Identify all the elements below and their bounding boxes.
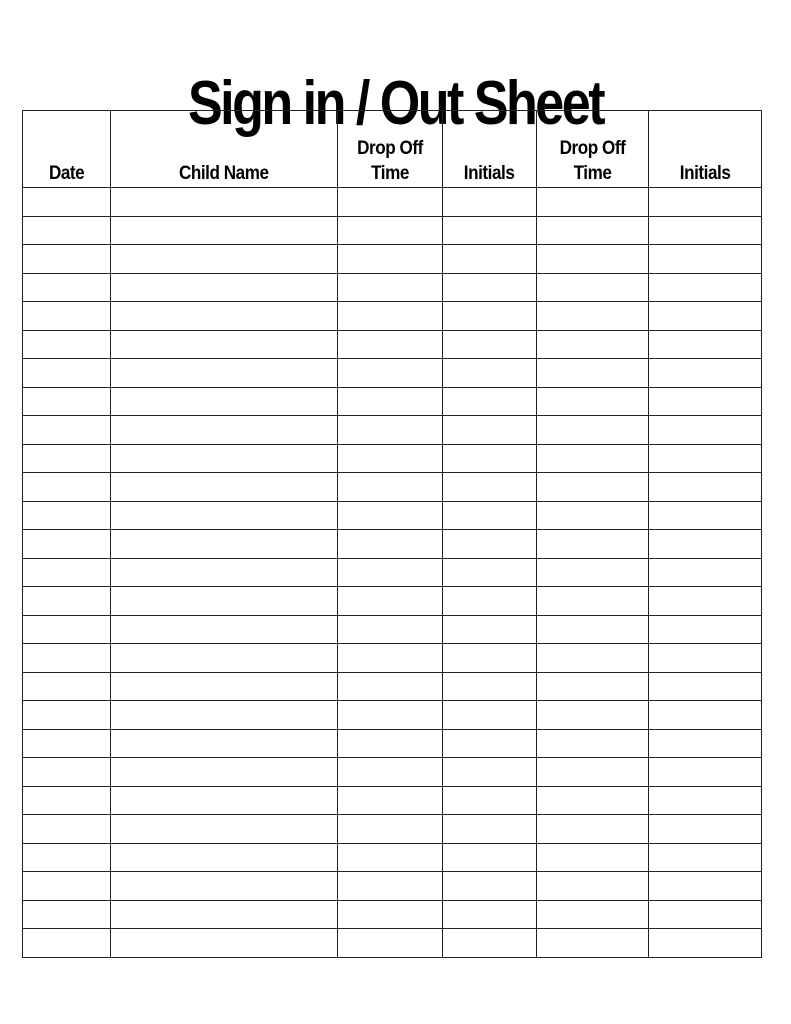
cell-initials-1[interactable] <box>443 672 537 701</box>
table-row <box>23 330 762 359</box>
cell-initials-2[interactable] <box>649 587 762 616</box>
cell-drop-off-time-2[interactable] <box>537 302 649 331</box>
cell-date[interactable] <box>23 558 111 587</box>
cell-initials-1[interactable] <box>443 843 537 872</box>
cell-date[interactable] <box>23 302 111 331</box>
header-drop-off-time-2-label: Drop Off Time <box>559 138 626 184</box>
cell-child-name[interactable] <box>111 587 338 616</box>
table-row <box>23 872 762 901</box>
cell-child-name[interactable] <box>111 501 338 530</box>
cell-drop-off-time-2[interactable] <box>537 416 649 445</box>
cell-child-name[interactable] <box>111 929 338 958</box>
table-row <box>23 273 762 302</box>
cell-date[interactable] <box>23 273 111 302</box>
cell-child-name[interactable] <box>111 216 338 245</box>
table-row <box>23 558 762 587</box>
cell-drop-off-time[interactable] <box>338 216 443 245</box>
cell-drop-off-time-2[interactable] <box>537 701 649 730</box>
cell-initials-1[interactable] <box>443 216 537 245</box>
cell-drop-off-time-2[interactable] <box>537 444 649 473</box>
table-row <box>23 900 762 929</box>
header-initials-label: Initials <box>464 163 515 184</box>
cell-drop-off-time[interactable] <box>338 615 443 644</box>
cell-drop-off-time-2[interactable] <box>537 558 649 587</box>
table-row <box>23 701 762 730</box>
cell-initials-1[interactable] <box>443 416 537 445</box>
cell-drop-off-time[interactable] <box>338 786 443 815</box>
table-row <box>23 245 762 274</box>
cell-drop-off-time[interactable] <box>338 701 443 730</box>
cell-drop-off-time[interactable] <box>338 929 443 958</box>
cell-date[interactable] <box>23 644 111 673</box>
table-row <box>23 530 762 559</box>
header-row <box>23 111 762 188</box>
table-row <box>23 843 762 872</box>
cell-drop-off-time[interactable] <box>338 843 443 872</box>
cell-date[interactable] <box>23 416 111 445</box>
cell-initials-1[interactable] <box>443 473 537 502</box>
cell-initials-2[interactable] <box>649 330 762 359</box>
cell-child-name[interactable] <box>111 387 338 416</box>
cell-initials-1[interactable] <box>443 729 537 758</box>
cell-initials-2[interactable] <box>649 359 762 388</box>
cell-initials-1[interactable] <box>443 587 537 616</box>
cell-drop-off-time-2[interactable] <box>537 758 649 787</box>
cell-drop-off-time[interactable] <box>338 245 443 274</box>
cell-child-name[interactable] <box>111 815 338 844</box>
cell-drop-off-time-2[interactable] <box>537 530 649 559</box>
cell-child-name[interactable] <box>111 701 338 730</box>
cell-drop-off-time-2[interactable] <box>537 473 649 502</box>
table-row <box>23 501 762 530</box>
cell-initials-1[interactable] <box>443 786 537 815</box>
header-drop-off-time-2 <box>537 111 649 188</box>
header-drop-off-time-label: Drop Off Time <box>357 138 423 184</box>
cell-drop-off-time-2[interactable] <box>537 587 649 616</box>
header-initials <box>443 111 537 188</box>
cell-drop-off-time[interactable] <box>338 587 443 616</box>
cell-drop-off-time-2[interactable] <box>537 273 649 302</box>
cell-initials-1[interactable] <box>443 872 537 901</box>
cell-initials-2[interactable] <box>649 815 762 844</box>
cell-drop-off-time[interactable] <box>338 473 443 502</box>
header-initials-2 <box>649 111 762 188</box>
cell-date[interactable] <box>23 672 111 701</box>
cell-date[interactable] <box>23 216 111 245</box>
header-child-name-label: Child Name <box>179 163 269 184</box>
table-header <box>23 111 762 188</box>
table-row <box>23 615 762 644</box>
cell-drop-off-time-2[interactable] <box>537 615 649 644</box>
cell-initials-2[interactable] <box>649 558 762 587</box>
cell-drop-off-time[interactable] <box>338 501 443 530</box>
cell-child-name[interactable] <box>111 843 338 872</box>
table-row <box>23 188 762 217</box>
cell-drop-off-time[interactable] <box>338 644 443 673</box>
signin-table <box>22 110 762 958</box>
table-row <box>23 672 762 701</box>
header-date <box>23 111 111 188</box>
cell-initials-2[interactable] <box>649 872 762 901</box>
cell-drop-off-time[interactable] <box>338 758 443 787</box>
cell-drop-off-time[interactable] <box>338 672 443 701</box>
cell-initials-2[interactable] <box>649 672 762 701</box>
cell-initials-1[interactable] <box>443 245 537 274</box>
cell-initials-2[interactable] <box>649 216 762 245</box>
cell-drop-off-time[interactable] <box>338 530 443 559</box>
header-initials-2-label: Initials <box>679 163 731 184</box>
cell-drop-off-time[interactable] <box>338 444 443 473</box>
cell-drop-off-time[interactable] <box>338 387 443 416</box>
cell-initials-2[interactable] <box>649 644 762 673</box>
table-row <box>23 587 762 616</box>
cell-drop-off-time-2[interactable] <box>537 929 649 958</box>
cell-initials-1[interactable] <box>443 387 537 416</box>
cell-date[interactable] <box>23 444 111 473</box>
table-body <box>23 188 762 958</box>
cell-initials-1[interactable] <box>443 273 537 302</box>
cell-initials-2[interactable] <box>649 188 762 217</box>
table-row <box>23 302 762 331</box>
cell-initials-1[interactable] <box>443 444 537 473</box>
cell-date[interactable] <box>23 872 111 901</box>
cell-drop-off-time-2[interactable] <box>537 245 649 274</box>
cell-initials-1[interactable] <box>443 501 537 530</box>
cell-drop-off-time[interactable] <box>338 330 443 359</box>
cell-initials-2[interactable] <box>649 900 762 929</box>
cell-date[interactable] <box>23 843 111 872</box>
cell-date[interactable] <box>23 188 111 217</box>
cell-drop-off-time[interactable] <box>338 188 443 217</box>
cell-initials-2[interactable] <box>649 416 762 445</box>
cell-drop-off-time-2[interactable] <box>537 843 649 872</box>
table-row <box>23 216 762 245</box>
cell-initials-1[interactable] <box>443 615 537 644</box>
cell-initials-1[interactable] <box>443 644 537 673</box>
cell-child-name[interactable] <box>111 558 338 587</box>
cell-date[interactable] <box>23 900 111 929</box>
cell-drop-off-time-2[interactable] <box>537 387 649 416</box>
table-row <box>23 729 762 758</box>
cell-child-name[interactable] <box>111 615 338 644</box>
cell-initials-1[interactable] <box>443 330 537 359</box>
cell-initials-1[interactable] <box>443 188 537 217</box>
table-row <box>23 815 762 844</box>
cell-initials-1[interactable] <box>443 900 537 929</box>
cell-child-name[interactable] <box>111 359 338 388</box>
cell-drop-off-time[interactable] <box>338 729 443 758</box>
cell-drop-off-time-2[interactable] <box>537 900 649 929</box>
cell-child-name[interactable] <box>111 672 338 701</box>
cell-drop-off-time-2[interactable] <box>537 672 649 701</box>
cell-date[interactable] <box>23 615 111 644</box>
cell-drop-off-time-2[interactable] <box>537 501 649 530</box>
cell-drop-off-time[interactable] <box>338 359 443 388</box>
cell-initials-2[interactable] <box>649 273 762 302</box>
table-row <box>23 359 762 388</box>
cell-child-name[interactable] <box>111 872 338 901</box>
cell-drop-off-time-2[interactable] <box>537 644 649 673</box>
cell-child-name[interactable] <box>111 330 338 359</box>
cell-initials-1[interactable] <box>443 815 537 844</box>
cell-initials-1[interactable] <box>443 929 537 958</box>
cell-drop-off-time-2[interactable] <box>537 188 649 217</box>
cell-initials-2[interactable] <box>649 729 762 758</box>
cell-initials-2[interactable] <box>649 530 762 559</box>
cell-date[interactable] <box>23 387 111 416</box>
cell-initials-2[interactable] <box>649 615 762 644</box>
cell-child-name[interactable] <box>111 444 338 473</box>
cell-child-name[interactable] <box>111 416 338 445</box>
cell-initials-1[interactable] <box>443 530 537 559</box>
cell-date[interactable] <box>23 758 111 787</box>
cell-child-name[interactable] <box>111 758 338 787</box>
cell-date[interactable] <box>23 530 111 559</box>
cell-drop-off-time[interactable] <box>338 416 443 445</box>
cell-drop-off-time-2[interactable] <box>537 872 649 901</box>
cell-date[interactable] <box>23 701 111 730</box>
cell-date[interactable] <box>23 587 111 616</box>
cell-date[interactable] <box>23 330 111 359</box>
cell-child-name[interactable] <box>111 188 338 217</box>
cell-drop-off-time[interactable] <box>338 872 443 901</box>
cell-initials-2[interactable] <box>649 758 762 787</box>
table-row <box>23 387 762 416</box>
cell-drop-off-time-2[interactable] <box>537 359 649 388</box>
cell-drop-off-time[interactable] <box>338 815 443 844</box>
cell-drop-off-time-2[interactable] <box>537 216 649 245</box>
cell-initials-1[interactable] <box>443 302 537 331</box>
table-row <box>23 473 762 502</box>
cell-date[interactable] <box>23 929 111 958</box>
cell-child-name[interactable] <box>111 530 338 559</box>
cell-initials-2[interactable] <box>649 929 762 958</box>
cell-date[interactable] <box>23 245 111 274</box>
cell-initials-2[interactable] <box>649 473 762 502</box>
header-child-name <box>111 111 338 188</box>
header-drop-off-time <box>338 111 443 188</box>
cell-child-name[interactable] <box>111 302 338 331</box>
sheet-title: Sign in / Out Sheet <box>187 68 604 138</box>
cell-initials-2[interactable] <box>649 302 762 331</box>
cell-drop-off-time[interactable] <box>338 273 443 302</box>
cell-child-name[interactable] <box>111 473 338 502</box>
header-date-label: Date <box>48 163 85 184</box>
cell-initials-2[interactable] <box>649 701 762 730</box>
cell-date[interactable] <box>23 359 111 388</box>
cell-initials-2[interactable] <box>649 501 762 530</box>
cell-date[interactable] <box>23 815 111 844</box>
cell-initials-1[interactable] <box>443 359 537 388</box>
cell-initials-2[interactable] <box>649 843 762 872</box>
cell-date[interactable] <box>23 786 111 815</box>
cell-child-name[interactable] <box>111 729 338 758</box>
table-row <box>23 758 762 787</box>
table-row <box>23 644 762 673</box>
cell-child-name[interactable] <box>111 786 338 815</box>
table-row <box>23 786 762 815</box>
cell-child-name[interactable] <box>111 245 338 274</box>
cell-drop-off-time-2[interactable] <box>537 786 649 815</box>
cell-initials-2[interactable] <box>649 387 762 416</box>
cell-initials-2[interactable] <box>649 245 762 274</box>
cell-initials-1[interactable] <box>443 701 537 730</box>
cell-initials-1[interactable] <box>443 758 537 787</box>
table-row <box>23 416 762 445</box>
cell-initials-2[interactable] <box>649 444 762 473</box>
cell-date[interactable] <box>23 501 111 530</box>
cell-drop-off-time-2[interactable] <box>537 330 649 359</box>
table-row <box>23 444 762 473</box>
cell-drop-off-time-2[interactable] <box>537 815 649 844</box>
cell-drop-off-time[interactable] <box>338 302 443 331</box>
cell-date[interactable] <box>23 473 111 502</box>
cell-initials-1[interactable] <box>443 558 537 587</box>
cell-child-name[interactable] <box>111 644 338 673</box>
cell-child-name[interactable] <box>111 900 338 929</box>
cell-drop-off-time-2[interactable] <box>537 729 649 758</box>
cell-date[interactable] <box>23 729 111 758</box>
cell-drop-off-time[interactable] <box>338 558 443 587</box>
table-row <box>23 929 762 958</box>
cell-child-name[interactable] <box>111 273 338 302</box>
cell-drop-off-time[interactable] <box>338 900 443 929</box>
cell-initials-2[interactable] <box>649 786 762 815</box>
